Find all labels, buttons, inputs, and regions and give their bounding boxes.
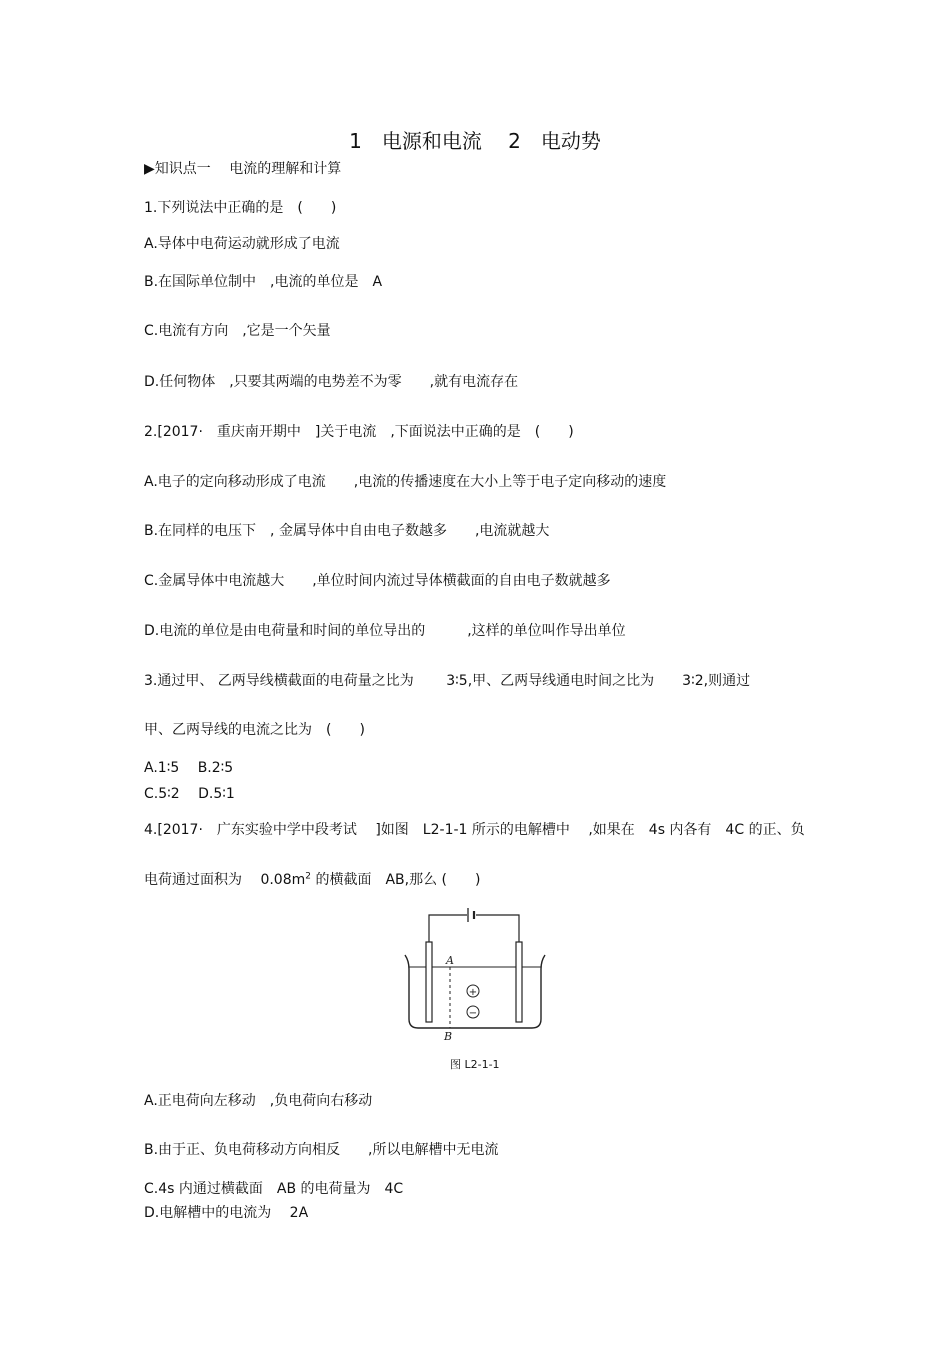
q1-option-b: B.在国际单位制中 ,电流的单位是 A	[144, 274, 383, 290]
q2-option-b: B.在同样的电压下 , 金属导体中自由电子数越多 ,电流就越大	[144, 523, 550, 539]
label-a: A	[446, 954, 454, 967]
q2-option-c: C.金属导体中电流越大 ,单位时间内流过导体横截面的自由电子数就越多	[144, 573, 611, 589]
q4-stem-line2	[144, 871, 480, 889]
q4-superscript: 2	[305, 871, 311, 882]
q2-option-d: D.电流的单位是由电荷量和时间的单位导出的 ,这样的单位叫作导出单位	[144, 623, 626, 639]
q4-option-c: C.4s 内通过横截面 AB 的电荷量为 4C	[144, 1181, 404, 1197]
left-wire	[429, 915, 467, 942]
q4-stem-line2-pre: 电荷通过面积为 0.08m	[144, 872, 306, 888]
q1-option-a: A.导体中电荷运动就形成了电流	[144, 236, 340, 252]
q1-option-d: D.任何物体 ,只要其两端的电势差不为零 ,就有电流存在	[144, 374, 519, 390]
negative-ion-symbol: −	[468, 1008, 478, 1019]
q1-stem: 1.下列说法中正确的是 ( )	[144, 200, 337, 216]
q1-option-c: C.电流有方向 ,它是一个矢量	[144, 323, 331, 339]
q3-options-row1: A.1∶5 B.2∶5	[144, 760, 234, 776]
q4-option-a: A.正电荷向左移动 ,负电荷向右移动	[144, 1093, 373, 1109]
right-electrode	[516, 942, 522, 1022]
q3-options-row2: C.5∶2 D.5∶1	[144, 786, 235, 802]
label-b: B	[444, 1030, 453, 1043]
right-wire	[476, 915, 519, 942]
q2-stem: 2.[2017· 重庆南开期中 ]关于电流 ,下面说法中正确的是 ( )	[144, 424, 574, 440]
positive-ion-symbol: +	[468, 987, 478, 998]
q4-option-d: D.电解槽中的电流为 2A	[144, 1205, 309, 1221]
figure-caption: 图 L2-1-1	[450, 1058, 500, 1071]
section-heading: ▶知识点一 电流的理解和计算	[144, 161, 342, 177]
q3-stem-line2: 甲、乙两导线的电流之比为 ( )	[144, 722, 365, 738]
q2-option-a: A.电子的定向移动形成了电流 ,电流的传播速度在大小上等于电子定向移动的速度	[144, 474, 667, 490]
q4-stem-line2-post: 的横截面 AB,那么 ( )	[311, 872, 481, 888]
q3-stem-line1: 3.通过甲、 乙两导线横截面的电荷量之比为 3∶5,甲、乙两导线通电时间之比为 3∶2,则通过	[144, 673, 751, 689]
q4-stem-line1: 4.[2017· 广东实验中学中段考试 ]如图 L2-1-1 所示的电解槽中 ,如果在 4s 内各有 4C 的正、负	[144, 822, 805, 838]
electrolytic-cell-figure	[395, 905, 555, 1043]
page-title: 1 电源和电流 2 电动势	[349, 129, 601, 153]
left-electrode	[426, 942, 432, 1022]
q4-option-b: B.由于正、负电荷移动方向相反 ,所以电解槽中无电流	[144, 1142, 499, 1158]
